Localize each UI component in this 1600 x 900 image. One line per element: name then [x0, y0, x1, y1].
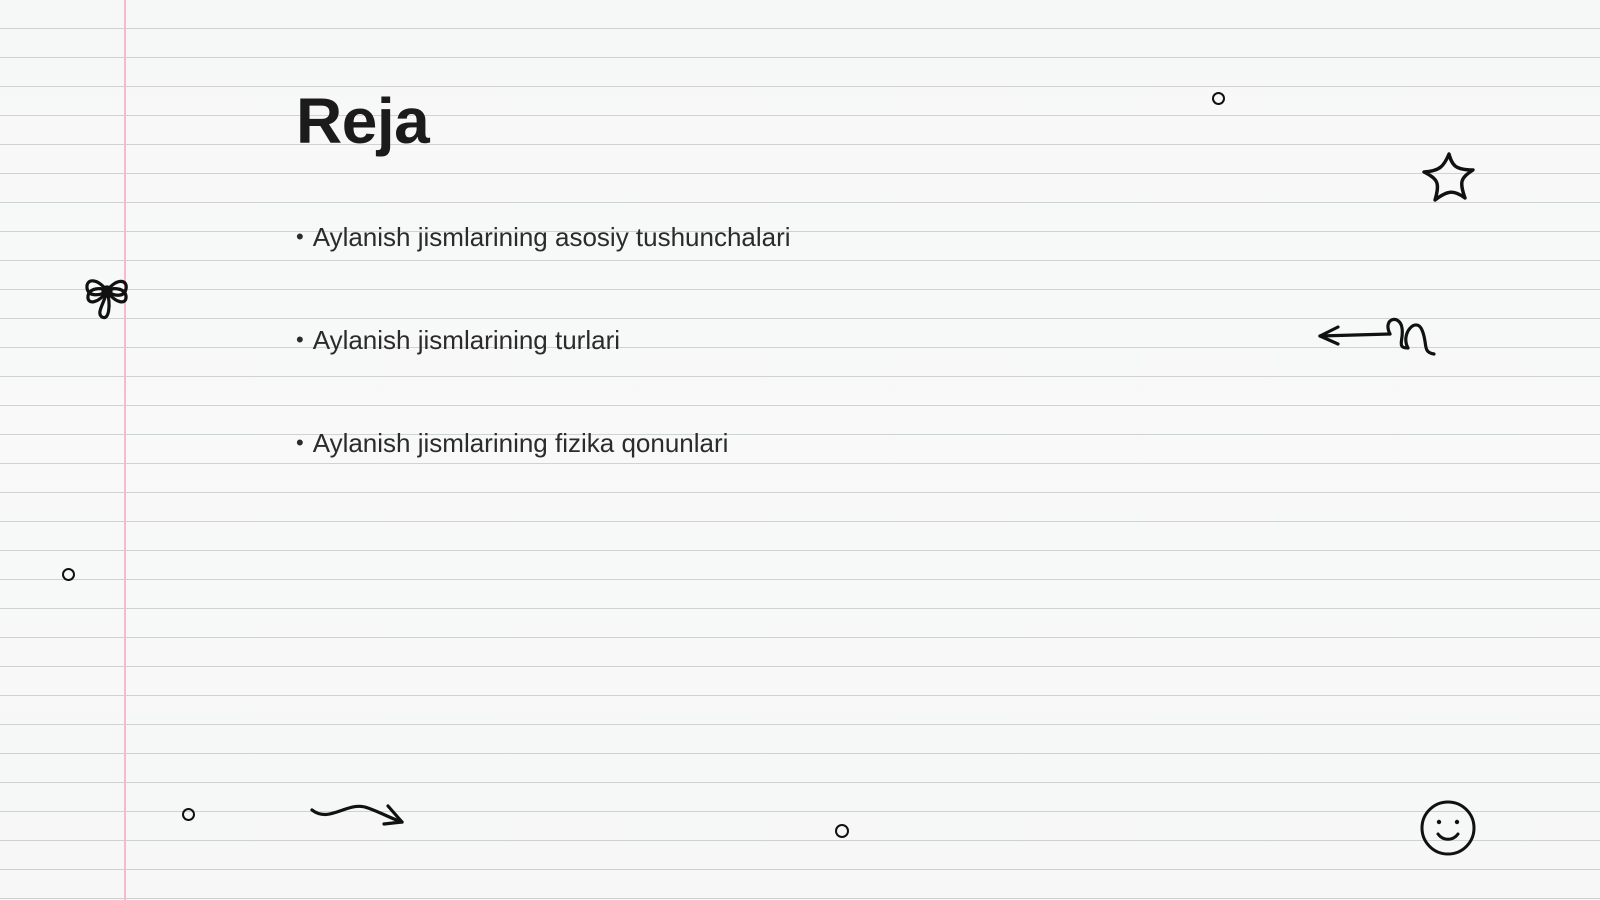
dot-doodle-left [62, 568, 75, 581]
bullet-marker-icon: • [296, 224, 304, 249]
bullet-marker-icon: • [296, 327, 304, 353]
list-item-label: Aylanish jismlarining asosiy tushunchalari [312, 222, 791, 252]
flower-doodle [74, 258, 140, 326]
star-doodle [1418, 148, 1480, 208]
dot-doodle-bottom-left [182, 808, 195, 821]
dot-doodle-bottom-center [835, 824, 849, 838]
page-title: Reja [296, 85, 430, 157]
list-item [296, 222, 1296, 253]
list-item [296, 325, 1296, 356]
plan-bullet-list [296, 222, 1296, 532]
bullet-marker-icon: • [296, 430, 304, 456]
list-item-label: Aylanish jismlarining fizika qonunlari [312, 428, 729, 459]
dot-doodle-top-right [1212, 92, 1225, 105]
list-item [296, 428, 1296, 459]
squiggle-arrow-left-doodle [1312, 308, 1456, 364]
smiley-face-doodle [1418, 798, 1478, 858]
list-item-label: Aylanish jismlarining turlari [312, 325, 621, 356]
curved-arrow-right-doodle [306, 792, 412, 838]
